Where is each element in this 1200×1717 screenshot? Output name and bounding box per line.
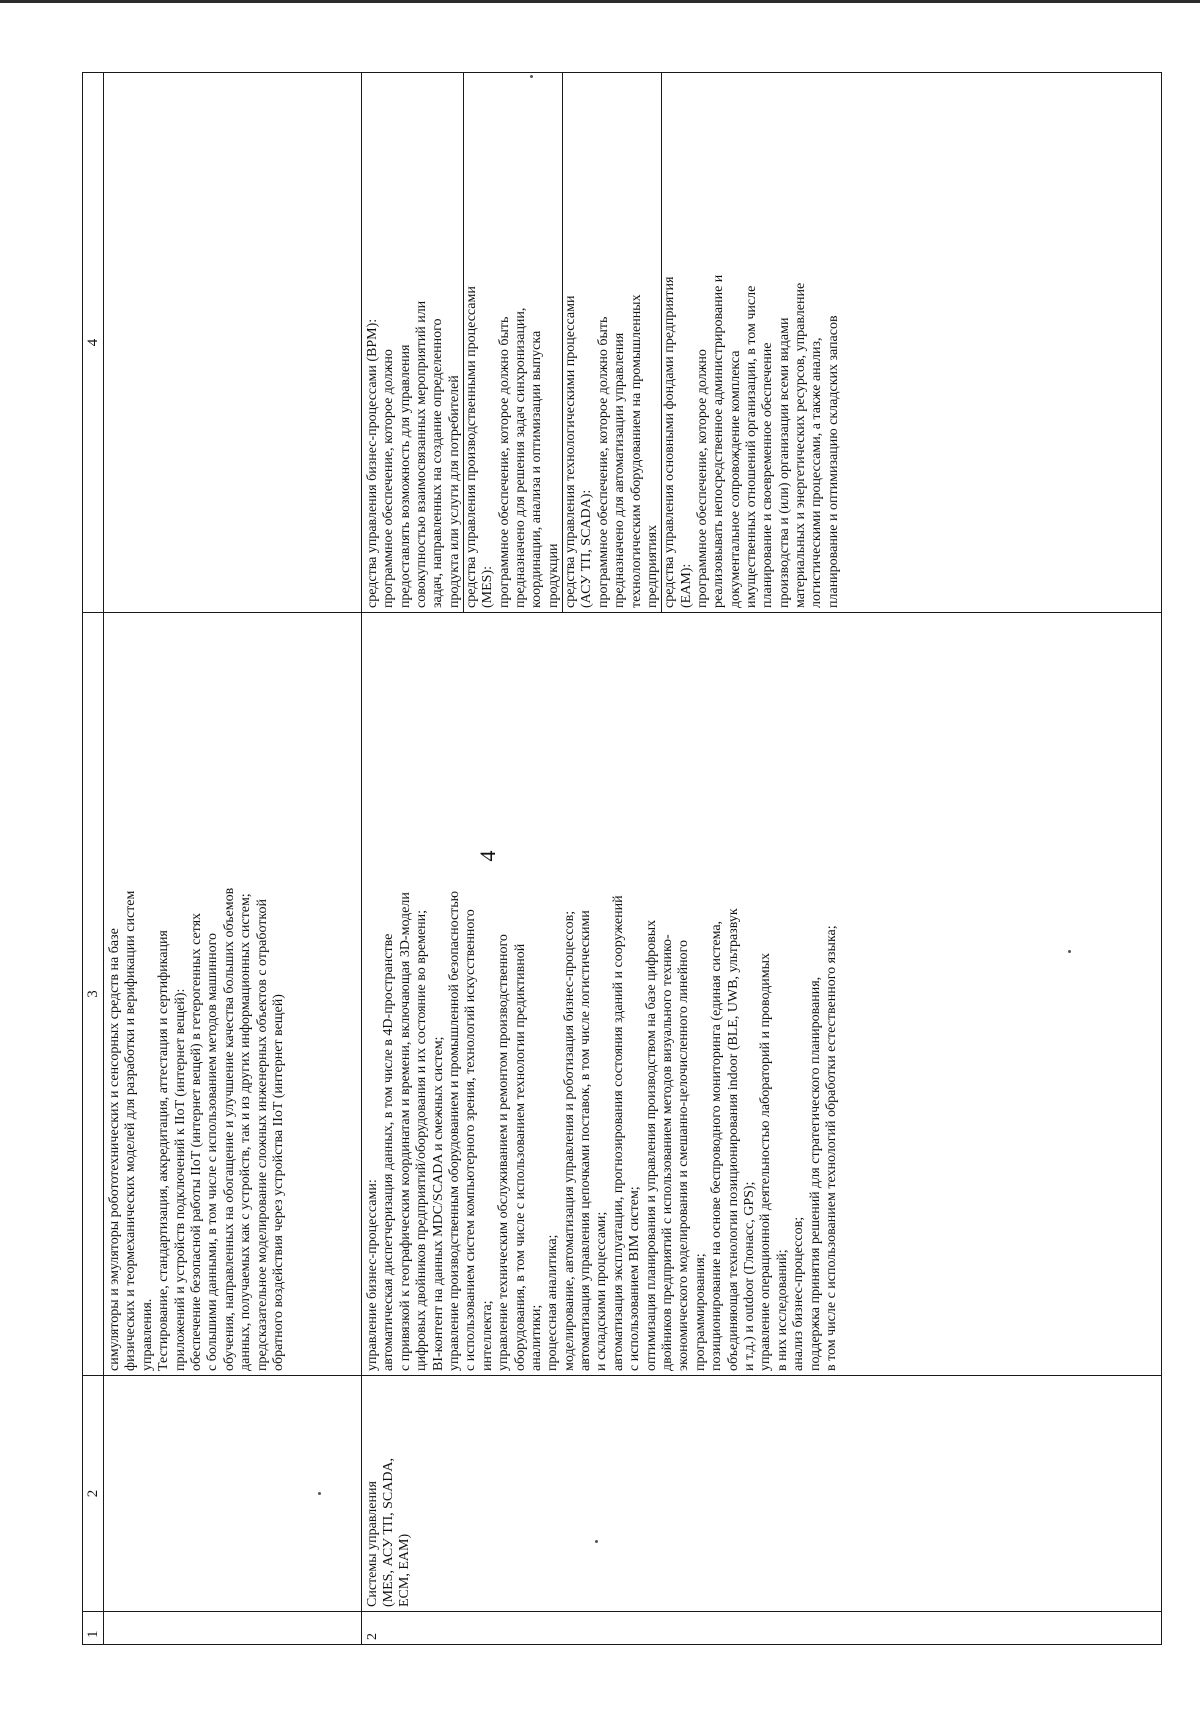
text-line: с привязкой к географическим координатам и времени, включающая 3D-модели: [397, 892, 413, 1371]
text-line: координации, анализа и оптимизации выпуска: [529, 330, 545, 608]
text-line: Тестирование, стандартизация, аккредитация, аттестация и сертификация: [156, 930, 172, 1371]
text-line: продукта или услуги для потребителей: [446, 375, 462, 608]
scan-edge: [0, 0, 1200, 3]
row2-software: [362, 73, 1162, 613]
text-line: физических и теормеханических моделей для разработки и верификации систем: [123, 890, 139, 1371]
software-block-eam: [661, 73, 842, 612]
text-line: в том числе с использованием технологий обработки естественного языка;: [823, 925, 839, 1371]
row1-software: [104, 73, 362, 613]
row2-name: [362, 1376, 1162, 1612]
header-col-3: 3: [83, 613, 104, 1376]
text-line: позиционирование на основе беспроводного мониторинга (единая система,: [709, 920, 725, 1371]
software-block-bpm: [362, 73, 463, 612]
text-line: имущественных отношений организации, в том числе: [743, 285, 759, 608]
text-line: автоматизация управления цепочками поставок, в том числе логистическими: [578, 910, 594, 1371]
text-line: предназначено для решения задач синхронизации,: [513, 307, 529, 608]
text-line: продукции: [545, 543, 561, 608]
text-line: объединяющая технологии позиционирования indoor (BLE, UWB, ультразвук: [725, 908, 741, 1371]
row2-number: 2: [362, 1612, 1162, 1645]
text-line: управление операционной деятельностью лабораторий и проводимых: [758, 953, 774, 1371]
text-line: реализовывать непосредственное администрирование и: [711, 274, 727, 608]
text-line: задач, направленных на создание определенного: [430, 318, 446, 608]
scan-speck: [595, 1540, 598, 1543]
text-line: цифровых двойников предприятий/оборудования и их состояние во времени;: [414, 909, 430, 1371]
rotated-table-sheet: [82, 73, 1162, 1645]
text-line: управление производственным оборудованием и промышленной безопасностью: [446, 890, 462, 1371]
table-header-row: [83, 73, 104, 1645]
text-line: анализ бизнес-процессов;: [791, 1216, 807, 1371]
text-line: оптимизация планирования и управления производством на базе цифровых: [643, 919, 659, 1371]
text-line: программирования;: [692, 1253, 708, 1371]
text-line: средства управления основными фондами предприятия: [662, 276, 678, 608]
table-row-continuation: [104, 73, 362, 1645]
text-line: с использованием BIM систем;: [627, 1186, 643, 1371]
text-line: (EAM):: [678, 563, 694, 608]
text-line: технологическим оборудованием на промышленных: [628, 294, 644, 608]
software-block-scada: [562, 73, 661, 612]
text-line: аналитики;: [528, 1304, 544, 1371]
row1-description: [104, 613, 362, 1376]
text-line: (АСУ ТП, SCADA):: [579, 489, 595, 608]
text-line: автоматическая диспетчеризация данных, в том числе в 4D-пространстве: [381, 933, 397, 1371]
text-line: моделирование, автоматизация управления и роботизация бизнес-процессов;: [561, 910, 577, 1371]
text-line: средства управления бизнес-процессами (BPM):: [365, 318, 380, 608]
text-line: управление бизнес-процессами:: [365, 1179, 380, 1371]
text-line: BI-контент на данных MDC/SCADA и смежных систем;: [430, 1036, 446, 1371]
header-col-2: 2: [83, 1376, 104, 1612]
text-line: (MES):: [480, 566, 496, 608]
text-line: предназначено для автоматизации управления: [612, 332, 628, 608]
header-col-4: 4: [83, 73, 104, 613]
text-line: Системы управления: [365, 1481, 380, 1607]
text-line: автоматизация эксплуатации, прогнозирования состояния зданий и сооружений: [610, 895, 626, 1371]
text-line: приложений и устройств подключений к IIoT (интернет вещей):: [172, 988, 188, 1371]
text-line: экономического моделирования и смешанно-целочисленного линейного: [676, 940, 692, 1371]
text-line: в них исследований;: [774, 1249, 790, 1371]
text-line: интеллекта;: [479, 1300, 495, 1371]
text-line: программное обеспечение, которое должно: [694, 349, 710, 608]
text-line: логистическими процессами, а также анализ,: [809, 337, 825, 608]
text-line: программное обеспечение, которое должно: [381, 349, 397, 608]
text-line: и т.д.) и outdoor (Глонасс, GPS);: [741, 1181, 757, 1371]
text-line: средства управления производственными процессами: [464, 286, 480, 608]
text-line: симуляторы и эмуляторы робототехнических и сенсорных средств на базе: [107, 928, 122, 1371]
row2-description: [362, 613, 1162, 1376]
row1-number: [104, 1612, 362, 1645]
row1-name: [104, 1376, 362, 1612]
text-line: предсказательное моделирование сложных инженерных объектов с отработкой: [254, 898, 270, 1371]
text-line: с использованием систем компьютерного зрения, технологий искусственного: [463, 909, 479, 1371]
header-col-1: 1: [83, 1612, 104, 1645]
text-line: предоставлять возможность для управления: [397, 344, 413, 608]
text-line: оборудования, в том числе с использованием технологии предиктивной: [512, 943, 528, 1371]
text-line: материальных и энергетических ресурсов, управление: [792, 282, 808, 608]
software-block-mes: [463, 73, 562, 612]
text-line: с большими данными, в том числе с использованием методов машинного: [205, 932, 221, 1371]
scan-speck: [318, 1492, 321, 1495]
page-number: 4: [475, 850, 500, 862]
text-line: (MES, АСУ ТП, SCADA,: [381, 1457, 396, 1607]
text-line: совокупностью взаимосвязанных мероприятий или: [414, 300, 430, 608]
text-line: обеспечение безопасной работы IIoT (интернет вещей) в гетерогенных сетях: [188, 912, 204, 1371]
text-line: двойников предприятий с использованием методов визуального технико-: [660, 934, 676, 1371]
text-line: предприятиях: [644, 524, 660, 608]
text-line: ECM, EAM): [397, 1533, 412, 1607]
scan-speck: [530, 75, 533, 78]
text-line: и складскими процессами;: [594, 1211, 610, 1371]
text-line: обучения, направленных на обогащение и улучшение качества больших объемов: [221, 887, 237, 1371]
text-line: программное обеспечение, которое должно быть: [595, 316, 611, 608]
text-line: поддержка принятия решений для стратегического планирования,: [807, 976, 823, 1371]
text-line: планирование и своевременное обеспечение: [760, 342, 776, 608]
text-line: программное обеспечение, которое должно быть: [496, 316, 512, 608]
text-line: обратного воздействия через устройства IIoT (интернет вещей): [270, 994, 286, 1371]
specification-table: [82, 72, 1162, 1645]
text-line: планирование и оптимизацию складских запасов: [825, 315, 841, 608]
text-line: управления.: [139, 1298, 155, 1371]
text-line: документальное сопровождение комплекса: [727, 350, 743, 608]
text-line: производства и (или) организации всеми видами: [776, 317, 792, 608]
text-line: процессная аналитика;: [545, 1234, 561, 1371]
text-line: данных, получаемых как с устройств, так и из других информационных систем;: [238, 893, 254, 1371]
table-row-management-systems: [362, 73, 1162, 1645]
scan-speck: [1068, 950, 1071, 953]
text-line: управление техническим обслуживанием и ремонтом производственного: [496, 934, 512, 1371]
text-line: средства управления технологическими процессами: [563, 295, 579, 608]
